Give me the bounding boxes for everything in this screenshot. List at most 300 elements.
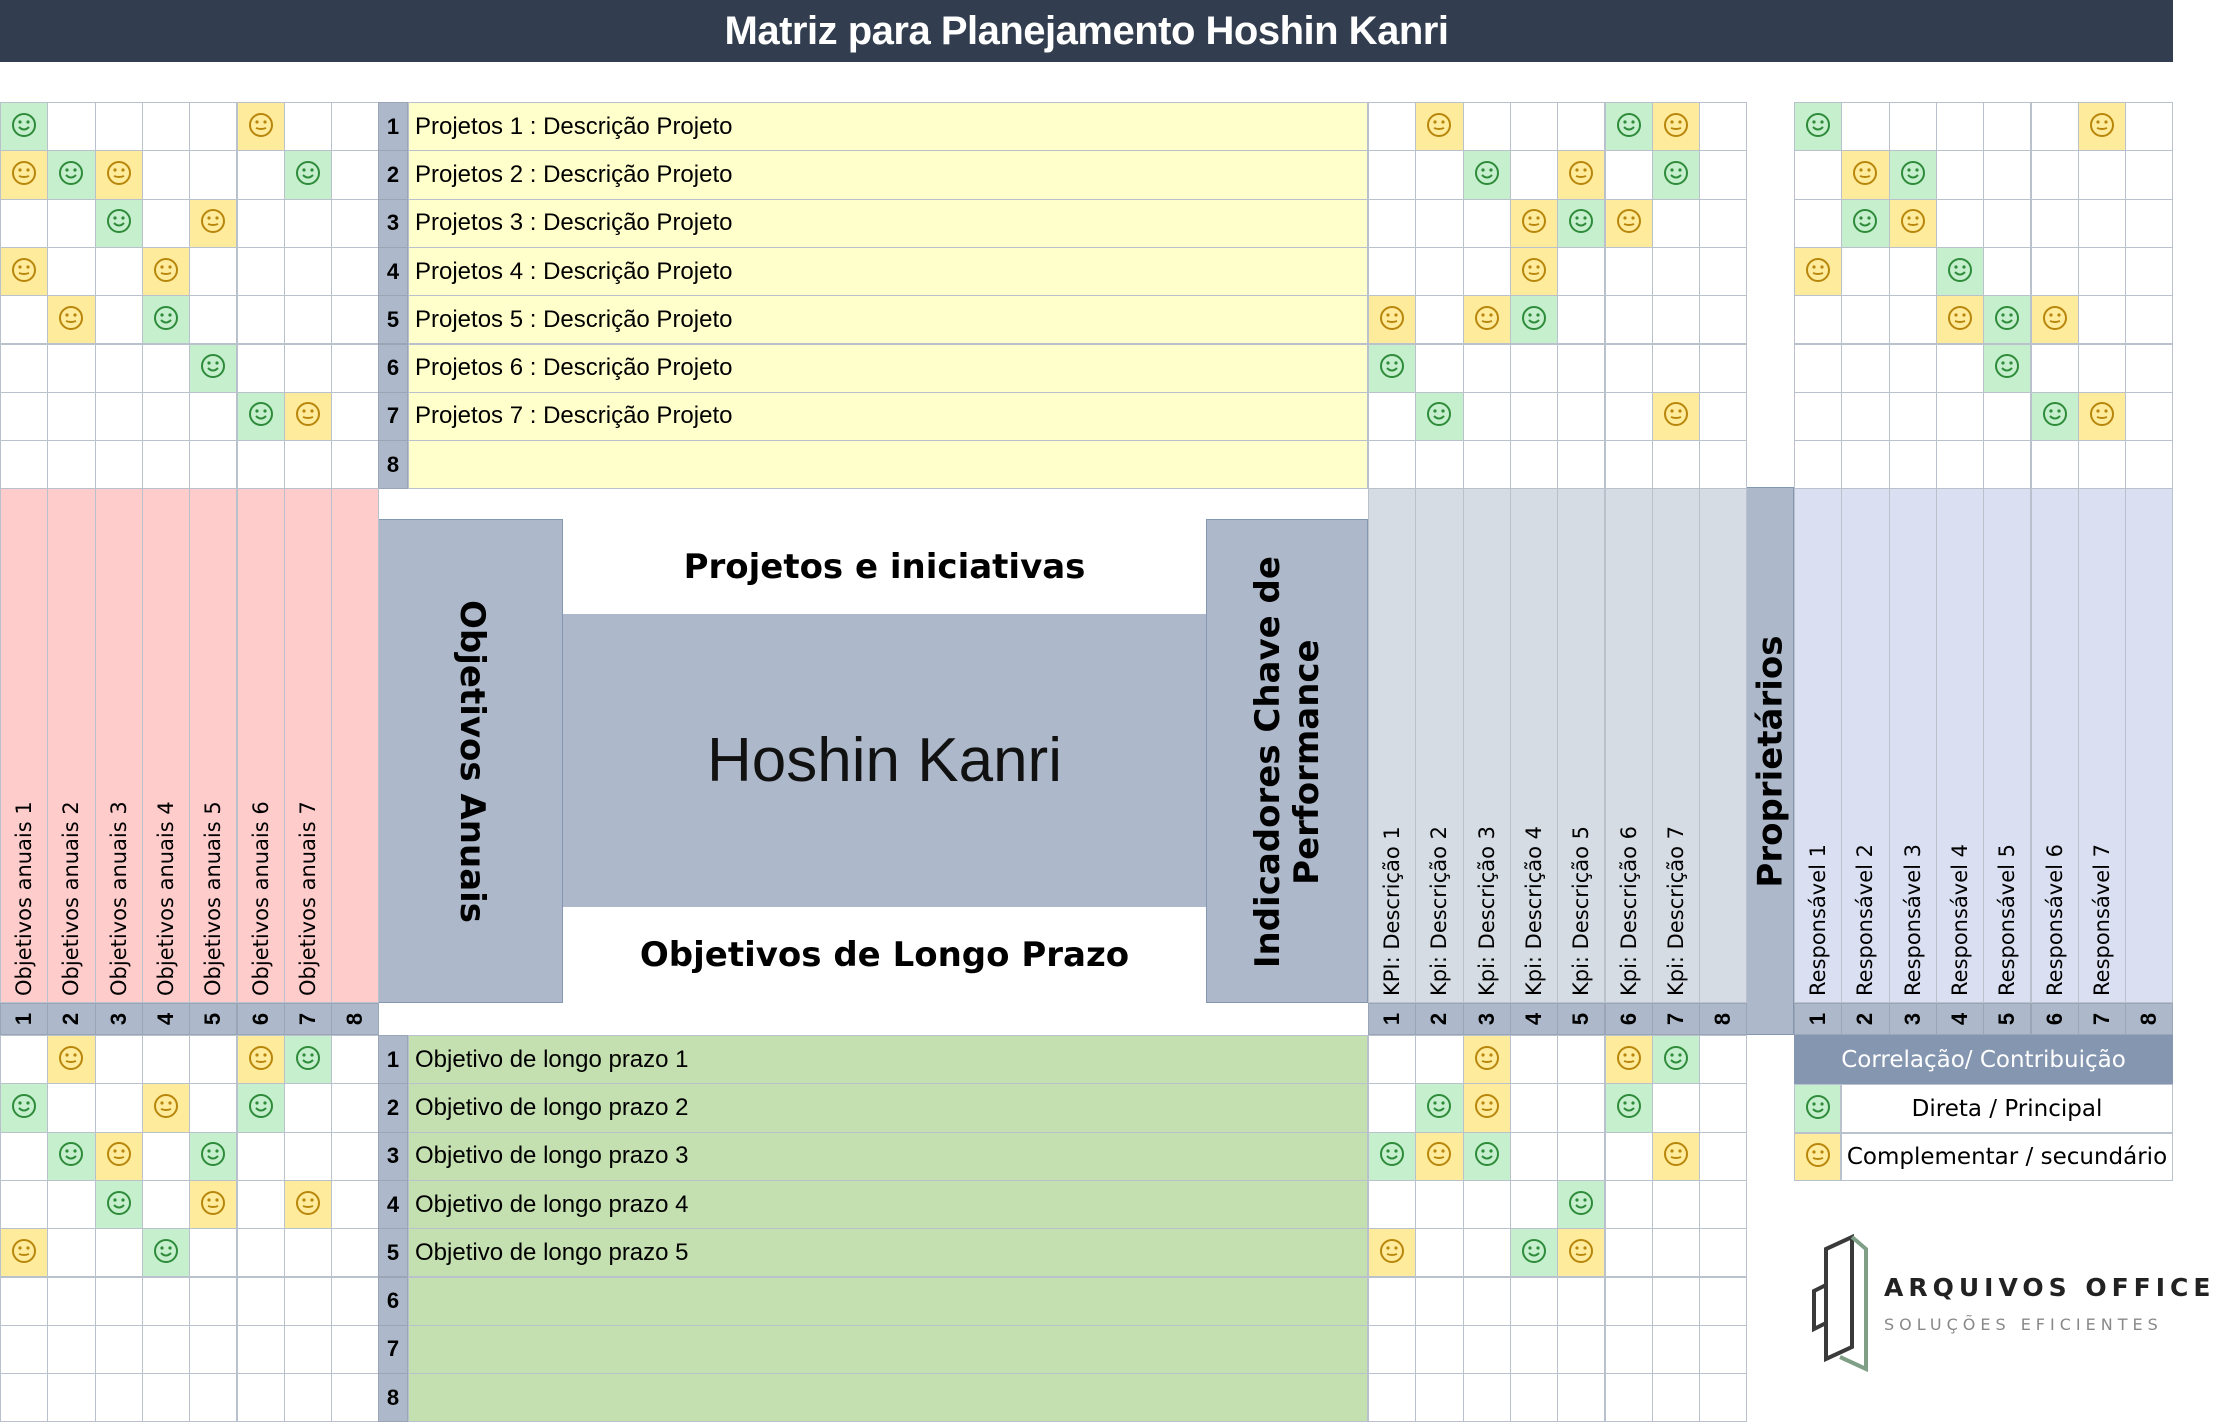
project-kpi-cell[interactable] (1557, 199, 1605, 248)
project-kpi-cell[interactable] (1463, 392, 1511, 441)
longterm-annual-cell[interactable] (237, 1325, 285, 1374)
project-kpi-cell[interactable] (1605, 199, 1653, 248)
project-owner-cell[interactable] (1889, 247, 1937, 296)
longterm-kpi-cell[interactable] (1510, 1373, 1558, 1422)
project-owner-cell[interactable] (1794, 295, 1842, 344)
project-row-label[interactable]: Projetos 4 : Descrição Projeto (408, 247, 1368, 296)
project-kpi-cell[interactable] (1463, 295, 1511, 344)
longterm-kpi-cell[interactable] (1368, 1035, 1416, 1084)
longterm-annual-cell[interactable] (189, 1373, 237, 1422)
longterm-annual-cell[interactable] (331, 1180, 379, 1229)
project-owner-cell[interactable] (1983, 150, 2031, 199)
longterm-kpi-cell[interactable] (1652, 1180, 1700, 1229)
project-annual-cell[interactable] (95, 247, 143, 296)
project-owner-cell[interactable] (1841, 247, 1889, 296)
project-annual-cell[interactable] (284, 247, 332, 296)
project-owner-cell[interactable] (1936, 102, 1984, 151)
longterm-annual-cell[interactable] (142, 1325, 190, 1374)
project-kpi-cell[interactable] (1557, 295, 1605, 344)
project-annual-cell[interactable] (237, 392, 285, 441)
longterm-kpi-cell[interactable] (1699, 1325, 1747, 1374)
project-owner-cell[interactable] (1889, 150, 1937, 199)
project-row-label[interactable]: Projetos 6 : Descrição Projeto (408, 344, 1368, 393)
longterm-kpi-cell[interactable] (1368, 1228, 1416, 1277)
project-owner-cell[interactable] (1794, 440, 1842, 489)
project-owner-cell[interactable] (1794, 199, 1842, 248)
longterm-kpi-cell[interactable] (1463, 1035, 1511, 1084)
project-owner-cell[interactable] (1841, 199, 1889, 248)
longterm-annual-cell[interactable] (142, 1132, 190, 1181)
project-owner-cell[interactable] (1889, 102, 1937, 151)
project-kpi-cell[interactable] (1699, 440, 1747, 489)
longterm-kpi-cell[interactable] (1368, 1325, 1416, 1374)
project-annual-cell[interactable] (189, 247, 237, 296)
longterm-annual-cell[interactable] (331, 1325, 379, 1374)
longterm-kpi-cell[interactable] (1557, 1373, 1605, 1422)
project-kpi-cell[interactable] (1368, 150, 1416, 199)
project-annual-cell[interactable] (0, 344, 48, 393)
longterm-kpi-cell[interactable] (1415, 1277, 1463, 1326)
project-row-label[interactable]: Projetos 1 : Descrição Projeto (408, 102, 1368, 151)
project-owner-cell[interactable] (2125, 344, 2173, 393)
project-kpi-cell[interactable] (1463, 102, 1511, 151)
project-kpi-cell[interactable] (1605, 102, 1653, 151)
longterm-kpi-cell[interactable] (1605, 1325, 1653, 1374)
longterm-annual-cell[interactable] (47, 1325, 95, 1374)
longterm-annual-cell[interactable] (142, 1083, 190, 1132)
project-kpi-cell[interactable] (1368, 392, 1416, 441)
project-annual-cell[interactable] (0, 392, 48, 441)
project-owner-cell[interactable] (1983, 199, 2031, 248)
longterm-annual-cell[interactable] (142, 1180, 190, 1229)
project-annual-cell[interactable] (95, 150, 143, 199)
project-kpi-cell[interactable] (1510, 150, 1558, 199)
longterm-annual-cell[interactable] (284, 1180, 332, 1229)
longterm-kpi-cell[interactable] (1415, 1228, 1463, 1277)
project-kpi-cell[interactable] (1652, 247, 1700, 296)
project-kpi-cell[interactable] (1652, 150, 1700, 199)
longterm-annual-cell[interactable] (331, 1228, 379, 1277)
project-annual-cell[interactable] (331, 295, 379, 344)
project-kpi-cell[interactable] (1415, 440, 1463, 489)
longterm-annual-cell[interactable] (284, 1132, 332, 1181)
project-annual-cell[interactable] (189, 150, 237, 199)
project-kpi-cell[interactable] (1368, 295, 1416, 344)
project-owner-cell[interactable] (2078, 295, 2126, 344)
project-annual-cell[interactable] (237, 295, 285, 344)
longterm-kpi-cell[interactable] (1557, 1180, 1605, 1229)
longterm-annual-cell[interactable] (142, 1228, 190, 1277)
project-kpi-cell[interactable] (1699, 199, 1747, 248)
project-kpi-cell[interactable] (1415, 247, 1463, 296)
longterm-annual-cell[interactable] (331, 1083, 379, 1132)
longterm-annual-cell[interactable] (237, 1277, 285, 1326)
project-kpi-cell[interactable] (1368, 199, 1416, 248)
longterm-kpi-cell[interactable] (1557, 1325, 1605, 1374)
project-owner-cell[interactable] (1889, 295, 1937, 344)
project-annual-cell[interactable] (142, 295, 190, 344)
project-annual-cell[interactable] (189, 199, 237, 248)
project-annual-cell[interactable] (189, 440, 237, 489)
long-term-row-label[interactable]: Objetivo de longo prazo 1 (408, 1035, 1368, 1084)
project-owner-cell[interactable] (1936, 440, 1984, 489)
project-kpi-cell[interactable] (1605, 150, 1653, 199)
project-kpi-cell[interactable] (1368, 102, 1416, 151)
project-owner-cell[interactable] (2078, 247, 2126, 296)
longterm-kpi-cell[interactable] (1368, 1083, 1416, 1132)
project-annual-cell[interactable] (47, 295, 95, 344)
longterm-kpi-cell[interactable] (1415, 1325, 1463, 1374)
longterm-kpi-cell[interactable] (1368, 1277, 1416, 1326)
longterm-kpi-cell[interactable] (1463, 1083, 1511, 1132)
longterm-kpi-cell[interactable] (1510, 1277, 1558, 1326)
project-owner-cell[interactable] (2125, 440, 2173, 489)
longterm-annual-cell[interactable] (189, 1228, 237, 1277)
longterm-kpi-cell[interactable] (1510, 1083, 1558, 1132)
project-kpi-cell[interactable] (1510, 102, 1558, 151)
longterm-kpi-cell[interactable] (1699, 1277, 1747, 1326)
long-term-row-label[interactable] (408, 1325, 1368, 1374)
project-annual-cell[interactable] (0, 150, 48, 199)
longterm-kpi-cell[interactable] (1415, 1035, 1463, 1084)
project-kpi-cell[interactable] (1415, 102, 1463, 151)
longterm-annual-cell[interactable] (0, 1035, 48, 1084)
project-annual-cell[interactable] (0, 440, 48, 489)
longterm-annual-cell[interactable] (95, 1277, 143, 1326)
project-owner-cell[interactable] (2125, 247, 2173, 296)
longterm-annual-cell[interactable] (331, 1132, 379, 1181)
longterm-kpi-cell[interactable] (1605, 1132, 1653, 1181)
longterm-annual-cell[interactable] (237, 1035, 285, 1084)
project-owner-cell[interactable] (1841, 102, 1889, 151)
project-annual-cell[interactable] (331, 344, 379, 393)
longterm-annual-cell[interactable] (47, 1277, 95, 1326)
long-term-row-label[interactable]: Objetivo de longo prazo 4 (408, 1180, 1368, 1229)
longterm-annual-cell[interactable] (0, 1180, 48, 1229)
project-owner-cell[interactable] (1794, 392, 1842, 441)
project-owner-cell[interactable] (1983, 247, 2031, 296)
project-kpi-cell[interactable] (1605, 344, 1653, 393)
longterm-kpi-cell[interactable] (1557, 1083, 1605, 1132)
longterm-kpi-cell[interactable] (1510, 1132, 1558, 1181)
longterm-kpi-cell[interactable] (1463, 1373, 1511, 1422)
project-kpi-cell[interactable] (1699, 150, 1747, 199)
project-owner-cell[interactable] (1983, 440, 2031, 489)
longterm-annual-cell[interactable] (284, 1373, 332, 1422)
longterm-kpi-cell[interactable] (1652, 1277, 1700, 1326)
project-owner-cell[interactable] (1889, 199, 1937, 248)
project-kpi-cell[interactable] (1605, 392, 1653, 441)
project-owner-cell[interactable] (1936, 247, 1984, 296)
longterm-annual-cell[interactable] (237, 1228, 285, 1277)
project-owner-cell[interactable] (2125, 102, 2173, 151)
project-row-label[interactable]: Projetos 7 : Descrição Projeto (408, 392, 1368, 441)
project-annual-cell[interactable] (284, 440, 332, 489)
project-kpi-cell[interactable] (1605, 247, 1653, 296)
project-kpi-cell[interactable] (1415, 295, 1463, 344)
project-kpi-cell[interactable] (1557, 150, 1605, 199)
longterm-annual-cell[interactable] (189, 1083, 237, 1132)
longterm-annual-cell[interactable] (95, 1373, 143, 1422)
longterm-kpi-cell[interactable] (1605, 1277, 1653, 1326)
longterm-annual-cell[interactable] (189, 1180, 237, 1229)
project-annual-cell[interactable] (47, 344, 95, 393)
longterm-annual-cell[interactable] (331, 1277, 379, 1326)
project-kpi-cell[interactable] (1699, 392, 1747, 441)
project-annual-cell[interactable] (331, 199, 379, 248)
project-annual-cell[interactable] (0, 247, 48, 296)
project-annual-cell[interactable] (284, 295, 332, 344)
project-owner-cell[interactable] (1983, 392, 2031, 441)
longterm-annual-cell[interactable] (0, 1132, 48, 1181)
longterm-kpi-cell[interactable] (1652, 1228, 1700, 1277)
longterm-annual-cell[interactable] (95, 1228, 143, 1277)
project-owner-cell[interactable] (2031, 150, 2079, 199)
project-owner-cell[interactable] (2031, 247, 2079, 296)
longterm-annual-cell[interactable] (0, 1228, 48, 1277)
longterm-annual-cell[interactable] (237, 1132, 285, 1181)
project-owner-cell[interactable] (1936, 392, 1984, 441)
longterm-annual-cell[interactable] (142, 1035, 190, 1084)
longterm-annual-cell[interactable] (284, 1035, 332, 1084)
project-kpi-cell[interactable] (1605, 295, 1653, 344)
project-kpi-cell[interactable] (1652, 344, 1700, 393)
project-annual-cell[interactable] (189, 102, 237, 151)
project-annual-cell[interactable] (237, 102, 285, 151)
project-kpi-cell[interactable] (1510, 392, 1558, 441)
project-annual-cell[interactable] (0, 102, 48, 151)
project-kpi-cell[interactable] (1415, 392, 1463, 441)
project-kpi-cell[interactable] (1510, 199, 1558, 248)
project-kpi-cell[interactable] (1652, 295, 1700, 344)
project-kpi-cell[interactable] (1510, 440, 1558, 489)
longterm-annual-cell[interactable] (189, 1035, 237, 1084)
project-annual-cell[interactable] (237, 440, 285, 489)
longterm-annual-cell[interactable] (95, 1132, 143, 1181)
project-annual-cell[interactable] (142, 150, 190, 199)
project-annual-cell[interactable] (189, 295, 237, 344)
project-kpi-cell[interactable] (1463, 199, 1511, 248)
project-annual-cell[interactable] (237, 150, 285, 199)
project-owner-cell[interactable] (2078, 150, 2126, 199)
project-kpi-cell[interactable] (1368, 247, 1416, 296)
project-annual-cell[interactable] (284, 392, 332, 441)
project-row-label[interactable] (408, 440, 1368, 489)
project-annual-cell[interactable] (142, 392, 190, 441)
longterm-kpi-cell[interactable] (1368, 1180, 1416, 1229)
project-kpi-cell[interactable] (1605, 440, 1653, 489)
project-annual-cell[interactable] (0, 199, 48, 248)
longterm-kpi-cell[interactable] (1368, 1132, 1416, 1181)
longterm-annual-cell[interactable] (47, 1180, 95, 1229)
project-annual-cell[interactable] (189, 392, 237, 441)
longterm-kpi-cell[interactable] (1415, 1083, 1463, 1132)
long-term-row-label[interactable] (408, 1373, 1368, 1422)
longterm-kpi-cell[interactable] (1699, 1083, 1747, 1132)
project-owner-cell[interactable] (2125, 199, 2173, 248)
project-annual-cell[interactable] (142, 102, 190, 151)
longterm-kpi-cell[interactable] (1652, 1132, 1700, 1181)
project-owner-cell[interactable] (2031, 295, 2079, 344)
longterm-kpi-cell[interactable] (1463, 1180, 1511, 1229)
project-owner-cell[interactable] (1841, 295, 1889, 344)
project-kpi-cell[interactable] (1557, 344, 1605, 393)
project-kpi-cell[interactable] (1652, 199, 1700, 248)
project-annual-cell[interactable] (47, 392, 95, 441)
longterm-kpi-cell[interactable] (1415, 1180, 1463, 1229)
project-owner-cell[interactable] (1889, 344, 1937, 393)
longterm-kpi-cell[interactable] (1463, 1277, 1511, 1326)
project-annual-cell[interactable] (95, 102, 143, 151)
project-kpi-cell[interactable] (1510, 344, 1558, 393)
project-kpi-cell[interactable] (1463, 344, 1511, 393)
long-term-row-label[interactable]: Objetivo de longo prazo 2 (408, 1083, 1368, 1132)
project-kpi-cell[interactable] (1557, 440, 1605, 489)
longterm-annual-cell[interactable] (189, 1132, 237, 1181)
project-owner-cell[interactable] (1936, 199, 1984, 248)
longterm-annual-cell[interactable] (95, 1035, 143, 1084)
project-kpi-cell[interactable] (1652, 440, 1700, 489)
longterm-annual-cell[interactable] (284, 1325, 332, 1374)
longterm-annual-cell[interactable] (95, 1180, 143, 1229)
project-owner-cell[interactable] (1936, 295, 1984, 344)
project-annual-cell[interactable] (47, 150, 95, 199)
longterm-kpi-cell[interactable] (1605, 1180, 1653, 1229)
longterm-kpi-cell[interactable] (1699, 1132, 1747, 1181)
project-annual-cell[interactable] (95, 392, 143, 441)
longterm-kpi-cell[interactable] (1652, 1325, 1700, 1374)
project-kpi-cell[interactable] (1699, 102, 1747, 151)
longterm-kpi-cell[interactable] (1557, 1035, 1605, 1084)
longterm-kpi-cell[interactable] (1652, 1035, 1700, 1084)
longterm-annual-cell[interactable] (284, 1083, 332, 1132)
project-row-label[interactable]: Projetos 5 : Descrição Projeto (408, 295, 1368, 344)
longterm-kpi-cell[interactable] (1652, 1083, 1700, 1132)
project-annual-cell[interactable] (237, 199, 285, 248)
longterm-annual-cell[interactable] (284, 1228, 332, 1277)
project-kpi-cell[interactable] (1652, 102, 1700, 151)
project-kpi-cell[interactable] (1510, 247, 1558, 296)
longterm-kpi-cell[interactable] (1557, 1228, 1605, 1277)
project-annual-cell[interactable] (237, 247, 285, 296)
longterm-kpi-cell[interactable] (1510, 1325, 1558, 1374)
project-owner-cell[interactable] (1841, 150, 1889, 199)
project-annual-cell[interactable] (0, 295, 48, 344)
project-annual-cell[interactable] (95, 199, 143, 248)
project-kpi-cell[interactable] (1368, 344, 1416, 393)
longterm-annual-cell[interactable] (0, 1277, 48, 1326)
longterm-annual-cell[interactable] (47, 1035, 95, 1084)
longterm-annual-cell[interactable] (47, 1132, 95, 1181)
project-annual-cell[interactable] (189, 344, 237, 393)
project-owner-cell[interactable] (1794, 102, 1842, 151)
longterm-annual-cell[interactable] (189, 1325, 237, 1374)
project-kpi-cell[interactable] (1415, 199, 1463, 248)
longterm-kpi-cell[interactable] (1699, 1035, 1747, 1084)
project-annual-cell[interactable] (331, 392, 379, 441)
project-row-label[interactable]: Projetos 2 : Descrição Projeto (408, 150, 1368, 199)
project-kpi-cell[interactable] (1510, 295, 1558, 344)
longterm-annual-cell[interactable] (142, 1373, 190, 1422)
long-term-row-label[interactable]: Objetivo de longo prazo 5 (408, 1228, 1368, 1277)
long-term-row-label[interactable]: Objetivo de longo prazo 3 (408, 1132, 1368, 1181)
project-annual-cell[interactable] (47, 199, 95, 248)
project-kpi-cell[interactable] (1699, 247, 1747, 296)
longterm-annual-cell[interactable] (95, 1083, 143, 1132)
longterm-annual-cell[interactable] (237, 1180, 285, 1229)
project-annual-cell[interactable] (284, 102, 332, 151)
project-owner-cell[interactable] (2125, 392, 2173, 441)
longterm-kpi-cell[interactable] (1415, 1373, 1463, 1422)
longterm-kpi-cell[interactable] (1605, 1035, 1653, 1084)
longterm-annual-cell[interactable] (95, 1325, 143, 1374)
longterm-kpi-cell[interactable] (1699, 1373, 1747, 1422)
project-owner-cell[interactable] (2078, 199, 2126, 248)
project-kpi-cell[interactable] (1557, 247, 1605, 296)
longterm-annual-cell[interactable] (284, 1277, 332, 1326)
project-owner-cell[interactable] (2031, 392, 2079, 441)
project-owner-cell[interactable] (2078, 344, 2126, 393)
project-owner-cell[interactable] (2078, 102, 2126, 151)
longterm-kpi-cell[interactable] (1699, 1228, 1747, 1277)
project-annual-cell[interactable] (142, 247, 190, 296)
longterm-annual-cell[interactable] (0, 1325, 48, 1374)
project-kpi-cell[interactable] (1699, 344, 1747, 393)
longterm-annual-cell[interactable] (331, 1373, 379, 1422)
project-owner-cell[interactable] (2031, 102, 2079, 151)
longterm-kpi-cell[interactable] (1557, 1277, 1605, 1326)
project-owner-cell[interactable] (1936, 150, 1984, 199)
project-kpi-cell[interactable] (1463, 150, 1511, 199)
longterm-kpi-cell[interactable] (1605, 1083, 1653, 1132)
project-annual-cell[interactable] (331, 150, 379, 199)
longterm-kpi-cell[interactable] (1605, 1373, 1653, 1422)
project-kpi-cell[interactable] (1415, 150, 1463, 199)
longterm-kpi-cell[interactable] (1557, 1132, 1605, 1181)
project-owner-cell[interactable] (2031, 440, 2079, 489)
longterm-annual-cell[interactable] (0, 1083, 48, 1132)
project-annual-cell[interactable] (142, 344, 190, 393)
project-annual-cell[interactable] (284, 150, 332, 199)
project-kpi-cell[interactable] (1699, 295, 1747, 344)
project-annual-cell[interactable] (47, 102, 95, 151)
project-owner-cell[interactable] (1983, 102, 2031, 151)
project-kpi-cell[interactable] (1652, 392, 1700, 441)
project-annual-cell[interactable] (331, 102, 379, 151)
project-owner-cell[interactable] (2078, 392, 2126, 441)
longterm-kpi-cell[interactable] (1510, 1180, 1558, 1229)
project-annual-cell[interactable] (237, 344, 285, 393)
project-owner-cell[interactable] (1841, 440, 1889, 489)
project-owner-cell[interactable] (1794, 344, 1842, 393)
project-kpi-cell[interactable] (1557, 392, 1605, 441)
project-row-label[interactable]: Projetos 3 : Descrição Projeto (408, 199, 1368, 248)
project-owner-cell[interactable] (1794, 150, 1842, 199)
longterm-kpi-cell[interactable] (1463, 1228, 1511, 1277)
longterm-kpi-cell[interactable] (1652, 1373, 1700, 1422)
project-owner-cell[interactable] (1841, 392, 1889, 441)
project-owner-cell[interactable] (1889, 392, 1937, 441)
longterm-annual-cell[interactable] (47, 1228, 95, 1277)
project-annual-cell[interactable] (47, 440, 95, 489)
longterm-annual-cell[interactable] (189, 1277, 237, 1326)
project-annual-cell[interactable] (95, 295, 143, 344)
project-owner-cell[interactable] (1794, 247, 1842, 296)
project-kpi-cell[interactable] (1415, 344, 1463, 393)
longterm-annual-cell[interactable] (47, 1083, 95, 1132)
project-annual-cell[interactable] (331, 440, 379, 489)
project-owner-cell[interactable] (2031, 199, 2079, 248)
